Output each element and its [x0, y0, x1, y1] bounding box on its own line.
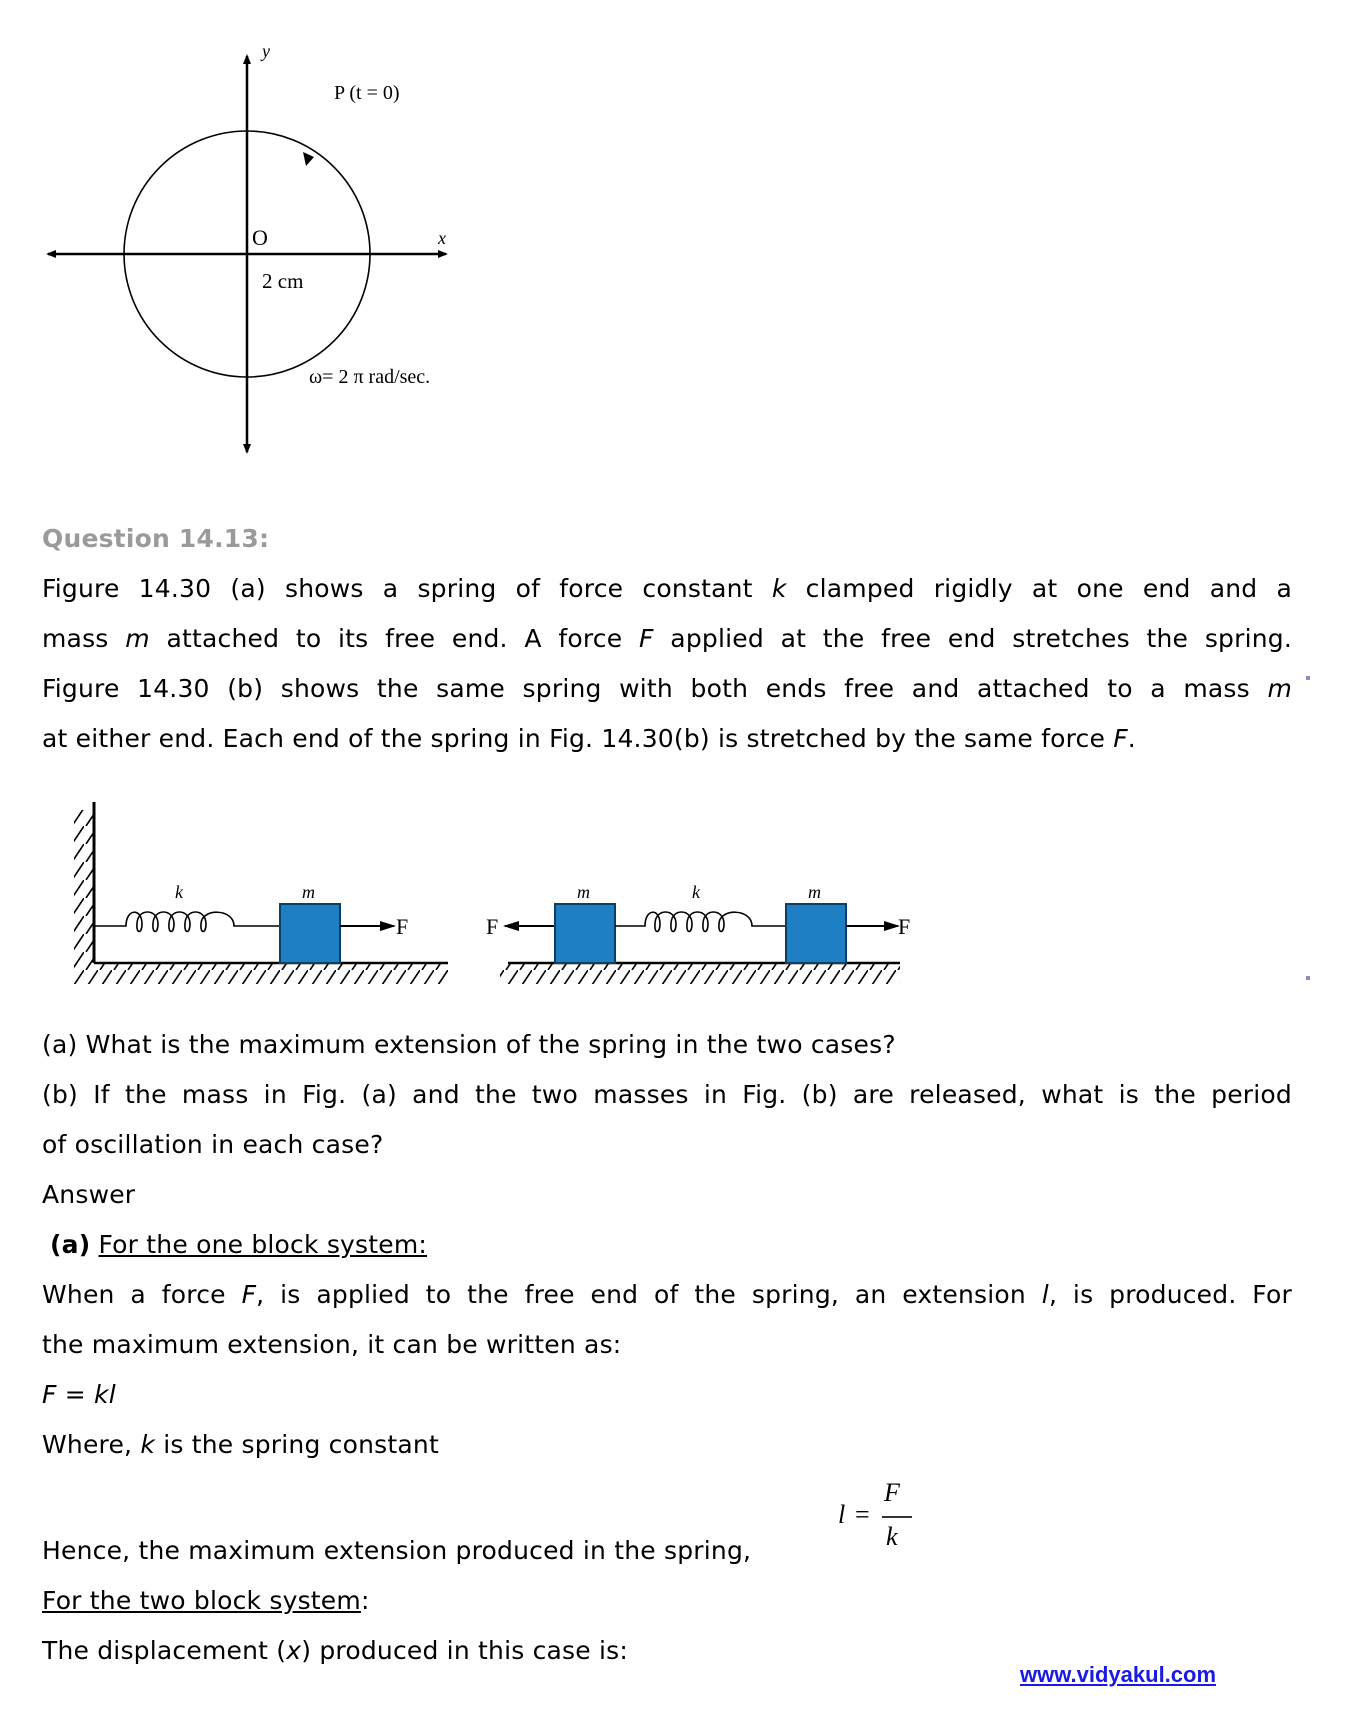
x-axis-label: x: [438, 228, 446, 248]
point-label: P (t = 0): [334, 82, 400, 104]
spring-label-b: k: [692, 882, 700, 902]
mass-label-a: m: [302, 882, 315, 902]
spring-label-a: k: [175, 882, 183, 902]
stray-mark: [1306, 676, 1310, 680]
question-line-2: mass m attached to its free end. A force F applied at the free end stretches the spring.: [42, 624, 1293, 653]
formula-numerator: F: [884, 1478, 900, 1507]
mass-block-a: [280, 904, 340, 963]
equation: F = kl: [42, 1380, 116, 1409]
spring-mass-figure: [0, 790, 940, 1000]
spring-b: [615, 912, 786, 932]
reference-circle-figure: [0, 0, 500, 480]
mass-block-b-right: [786, 904, 846, 963]
hence-line: Hence, the maximum extension produced in the spring,: [42, 1536, 752, 1565]
subquestion-b-line-2: of oscillation in each case?: [42, 1130, 384, 1159]
formula-equals: =: [855, 1500, 870, 1529]
stray-mark: [1306, 976, 1310, 980]
question-line-1: Figure 14.30 (a) shows a spring of force constant k clamped rigidly at one end and a: [42, 574, 1293, 603]
answer-line-2: the maximum extension, it can be written as:: [42, 1330, 622, 1359]
force-label-b-right: F: [898, 914, 911, 939]
omega-label: ω= 2 π rad/sec.: [309, 366, 431, 388]
part-a-label: (a): [50, 1230, 91, 1259]
part-a-title: For the one block system:: [98, 1230, 428, 1259]
fraction-bar: [882, 1516, 912, 1518]
mass-block-b-left: [555, 904, 615, 963]
answer-heading: Answer: [42, 1180, 136, 1209]
figure-b: [486, 882, 910, 984]
force-label-a: F: [396, 914, 409, 939]
subquestion-a: (a) What is the maximum extension of the spring in the two cases?: [42, 1030, 896, 1059]
question-line-3: Figure 14.30 (b) shows the same spring with both ends free and attached to a mass m: [42, 674, 1292, 703]
force-label-b-left: F: [486, 914, 499, 939]
radius-label: 2 cm: [262, 269, 304, 293]
mass-label-b-left: m: [577, 882, 590, 902]
mass-label-b-right: m: [808, 882, 821, 902]
footer-website-link[interactable]: www.vidyakul.com: [1020, 1662, 1217, 1687]
rotation-arrow-icon: [303, 152, 314, 166]
y-axis-label: y: [262, 41, 270, 61]
formula-lhs: l: [838, 1500, 846, 1529]
figure-a: [74, 802, 448, 984]
answer-line-1: When a force F, is applied to the free end of the spring, an extension l, is produced. For: [42, 1280, 1292, 1309]
wall-hatching: [74, 810, 94, 965]
formula-denominator: k: [886, 1522, 898, 1551]
two-block-heading: For the two block system:: [42, 1586, 370, 1615]
question-title: Question 14.13:: [42, 524, 270, 553]
origin-label: O: [252, 225, 268, 250]
question-line-4: at either end. Each end of the spring in Fig. 14.30(b) is stretched by the same force F.: [42, 724, 1136, 753]
where-line: Where, k is the spring constant: [42, 1430, 439, 1459]
displacement-line: The displacement (x) produced in this case is:: [42, 1636, 628, 1665]
subquestion-b-line-1: (b) If the mass in Fig. (a) and the two masses in Fig. (b) are released, what is the period: [42, 1080, 1292, 1109]
two-block-title: For the two block system: [42, 1586, 361, 1615]
answer-part-a-heading: [50, 1230, 427, 1259]
floor-hatching-b: [500, 964, 900, 984]
floor-hatching: [74, 964, 448, 984]
spring-a: [94, 912, 280, 932]
